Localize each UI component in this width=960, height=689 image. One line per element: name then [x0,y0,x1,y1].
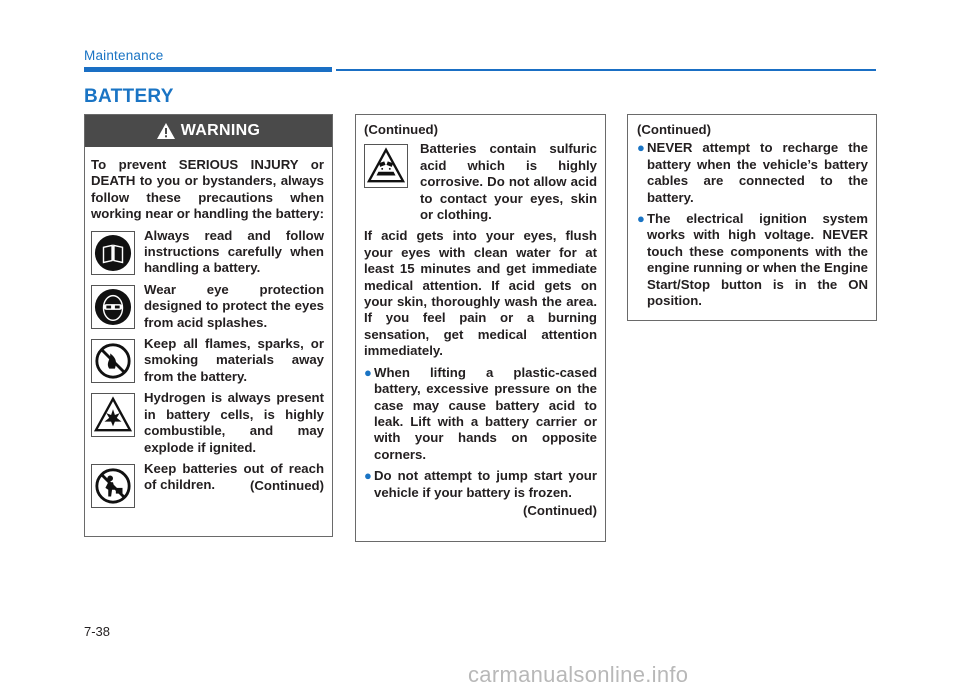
no-flame-icon [91,339,135,383]
corrosive-acid-icon [364,144,408,188]
warning-intro: To prevent SERIOUS INJURY or DEATH to you or bystanders, always follow these precautions when working near or handling the battery: [91,157,325,222]
footer-watermark: carmanualsonline.info [468,662,689,687]
acid-paragraph: If acid gets into your eyes, flush your eyes with clean water for at least 15 minutes and get immediate medical attention. If acid gets on your skin, thoroughly wash the area. If you feel pain or a burning sensation, get medical attention immediately. [364,228,597,359]
continued-label: (Continued) [523,502,597,518]
bullet-icon: ● [364,364,372,380]
list-item [637,140,868,206]
bullet-icon: ● [637,211,645,227]
continued-label: (Continued) [250,477,324,493]
list-item [91,390,324,456]
warning-header [85,115,332,147]
precaution-text: Wear eye protection designed to protect the eyes from acid splashes. [144,281,324,330]
bullet-icon: ● [364,468,372,484]
list-item [637,211,868,309]
precaution-text: Hydrogen is always present in battery cells, is highly combustible, and may explode if ignited. [144,390,324,455]
warning-label: WARNING [180,122,261,139]
read-manual-icon [91,231,135,275]
list-item [91,282,324,331]
header-rule-thick [84,67,332,72]
keep-from-children-icon [91,464,135,508]
list-item [91,336,324,385]
section-label: Maintenance [84,48,164,63]
eye-protection-icon [91,285,135,329]
acid-warning-text: Batteries contain sulfuric acid which is highly corrosive. Do not allow acid to contact your eyes, skin or clothing. [420,141,597,223]
header-rule-thin [336,69,876,71]
continued-label: (Continued) [364,122,438,137]
continued-box-3 [627,114,877,321]
list-item [364,468,597,501]
list-item [91,228,324,277]
list-item [364,141,597,223]
precaution-text: Keep all flames, sparks, or smoking materials away from the battery. [144,336,324,384]
bullet-text: When lifting a plastic-cased battery, excessive pressure on the case may cause battery acid to leak. Lift with a battery carrier or with your hands on opposite corners. [374,364,597,462]
warning-box [84,114,333,537]
bullet-text: The electrical ignition system works with high voltage. NEVER touch these components with the engine running or when the Engine Start/Stop button is in the ON position. [647,211,868,309]
bullet-icon: ● [637,140,645,156]
continued-box-2 [355,114,606,542]
precaution-text: Keep batteries out of reach of children. [144,460,324,493]
page-number: 7-38 [84,624,111,639]
bullet-text: NEVER attempt to recharge the battery when the vehicle’s battery cables are connected to the battery. [647,140,868,205]
explosion-hazard-icon [91,393,135,437]
page-title: BATTERY [84,86,174,107]
list-item [364,365,597,463]
precaution-text: Always read and follow instructions carefully when handling a battery. [144,227,324,276]
warning-triangle-icon [157,123,175,139]
continued-label: (Continued) [637,122,711,137]
bullet-text: Do not attempt to jump start your vehicle if your battery is frozen. [374,468,597,500]
